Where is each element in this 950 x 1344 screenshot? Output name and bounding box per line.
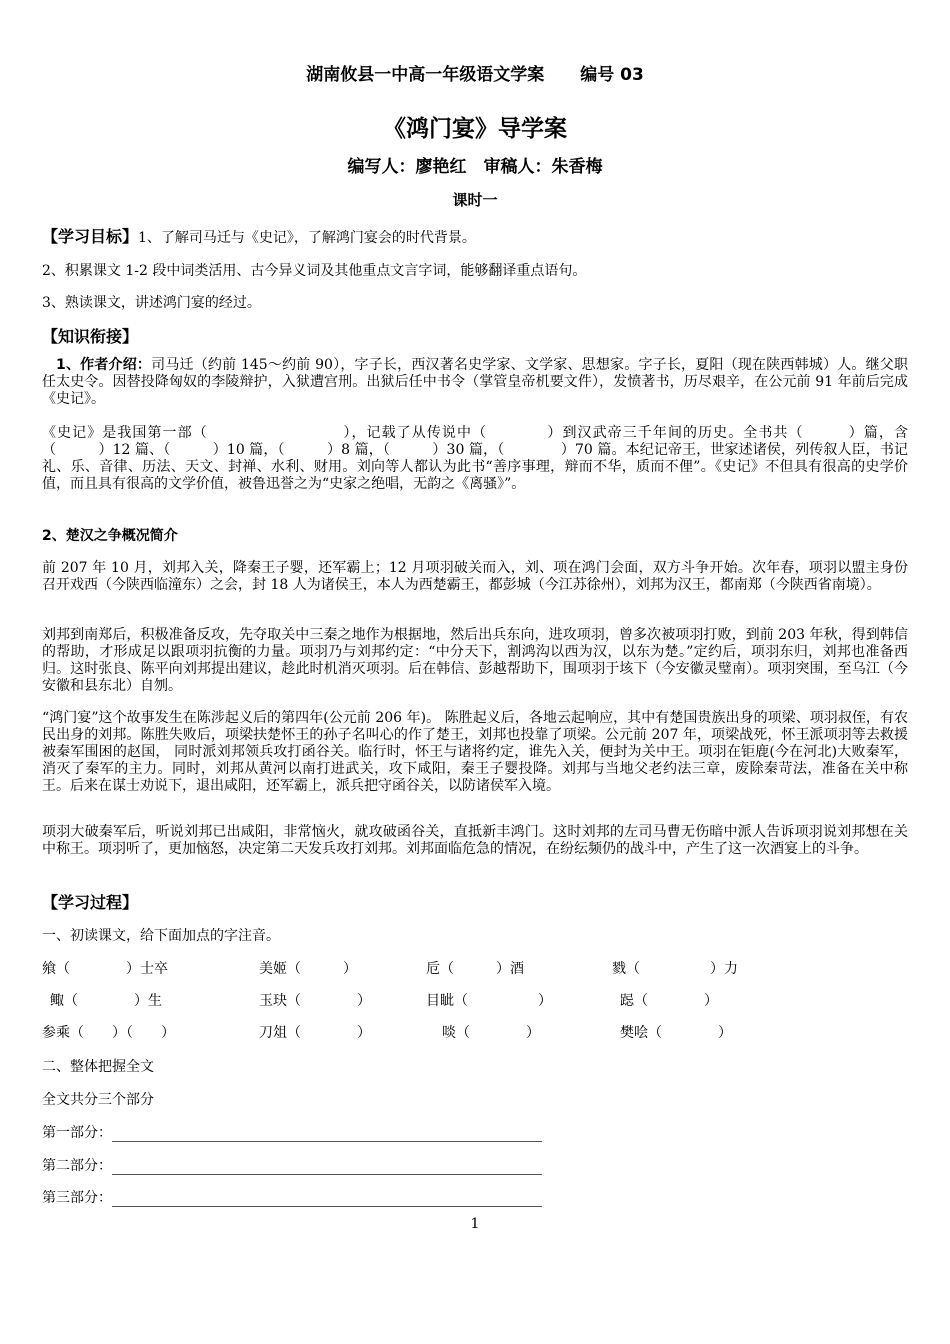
pinyin-item: 玉玦（ ） [259, 993, 371, 1009]
author-intro-text: 司马迁（约前 145～约前 90），字子长，西汉著名史学家、文学家、思想家。字子长，夏阳（现在陕西韩城）人。继父职任太史令。因替投降匈奴的李陵辩护，入狱遭宫刑。出狱后任中书令（掌管皇帝机要文件），发愤著书，历尽艰辛，在公元前 91 年前后完成《史记》。 [42, 357, 908, 407]
authors-line: 编写人：廖艳红 审稿人：朱香梅 [347, 157, 603, 177]
author-intro-label: 1、作者介绍： [56, 357, 152, 373]
pinyin-item: 啖（ ） [442, 1025, 540, 1041]
part-1-row [42, 1122, 542, 1142]
page-number: 1 [470, 1216, 480, 1232]
history-paragraph-2: 刘邦到南郑后，积极准备反攻，先夺取关中三秦之地作为根据地，然后出兵东向，进攻项羽，曾多次被项羽打败，到前 203 年秋，得到韩信的帮助，才形成足以跟项羽抗衡的力量。项羽乃与刘邦约定：“中分天下，割鸿沟以西为汉，以东为楚。”定约后，项羽东归，刘邦也准备西归。这时张良、陈平向刘邦提出建议，趁此时机消灭项羽。后在韩信、彭越帮助下，围项羽于垓下（今安徽灵璧南）。项羽突围，至乌江（今安徽和县东北）自刎。 [42, 627, 908, 694]
pinyin-item: 樊哙（ ） [620, 1025, 732, 1041]
pinyin-item: 目眦（ ） [426, 993, 552, 1009]
objective-1-text: 1、了解司马迁与《史记》，了解鸿门宴会的时代背景。 [138, 230, 476, 246]
history-heading: 2、楚汉之争概况简介 [42, 528, 178, 544]
shiji-paragraph: 《史记》是我国第一部（ ），记载了从传说中（ ）到汉武帝三千年间的历史。全书共（ ）篇，含（ ）12 篇、（ ）10 篇，（ ）8 篇，（ ）30 篇，（ ）70 篇。本纪记帝王，世家述诸侯，列传叙人臣，书记礼、乐、音律、历法、天文、封禅、水利、财用。刘向等人都认为此书“善序事理，辩而不华，质而不俚”。《史记》不但具有很高的史学价值，而且具有很高的文学价值，被鲁迅誉之为“史家之绝唱，无韵之《离骚》”。 [42, 425, 908, 492]
part-2-answer-line[interactable] [112, 1162, 542, 1175]
part-1-answer-line[interactable] [112, 1129, 542, 1142]
part-3-row [42, 1187, 542, 1207]
objective-3: 3、熟读课文，讲述鸿门宴的经过。 [42, 295, 261, 311]
author-intro [42, 357, 908, 408]
objectives-heading: 【学习目标】 [42, 227, 139, 246]
pinyin-item: 刀俎（ ） [259, 1025, 371, 1041]
step-2-instruction: 二、整体把握全文 [42, 1059, 154, 1075]
objective-1 [42, 224, 476, 247]
pinyin-item: 参乘（ ）（ ） [42, 1025, 175, 1041]
pinyin-item: 鲰（ ）生 [50, 993, 162, 1009]
knowledge-heading: 【知识衔接】 [42, 327, 139, 346]
pinyin-item: 飨（ ）士卒 [42, 961, 168, 977]
part-1-label: 第一部分： [42, 1125, 112, 1141]
page-title: 《鸿门宴》导学案 [383, 116, 567, 142]
pinyin-item: 卮（ ）酒 [426, 961, 524, 977]
part-3-answer-line[interactable] [112, 1194, 542, 1207]
process-heading: 【学习过程】 [42, 893, 139, 912]
history-paragraph-4: 项羽大破秦军后，听说刘邦已出咸阳，非常恼火，就攻破函谷关，直抵新丰鸿门。这时刘邦的左司马曹无伤暗中派人告诉项羽说刘邦想在关中称王。项羽听了，更加恼怒，决定第二天发兵攻打刘邦。刘邦面临危急的情况，在纷纭频仍的战斗中，产生了这一次酒宴上的斗争。 [42, 824, 908, 857]
parts-intro: 全文共分三个部分 [42, 1092, 154, 1108]
history-paragraph-1: 前 207 年 10 月，刘邦入关，降秦王子婴，还军霸上；12 月项羽破关而入，刘、项在鸿门会面，双方斗争开始。次年春，项羽以盟主身份召开戏西（今陕西临潼东）之会，封 18 人为诸侯王，本人为西楚霸王，都彭城（今江苏徐州），刘邦为汉王，都南郑（今陕西省南境）。 [42, 560, 908, 593]
part-3-label: 第三部分： [42, 1190, 112, 1206]
lesson-label: 课时一 [452, 191, 498, 209]
school-header [42, 60, 908, 85]
part-2-row [42, 1155, 542, 1175]
objective-2: 2、积累课文 1-2 段中词类活用、古今异义词及其他重点文言字词，能够翻译重点语句。 [42, 263, 587, 279]
pinyin-item: 美姬（ ） [259, 961, 357, 977]
doc-number: 编号 03 [580, 65, 644, 85]
part-2-label: 第二部分： [42, 1158, 112, 1174]
history-paragraph-3: “鸿门宴”这个故事发生在陈涉起义后的第四年(公元前 206 年)。 陈胜起义后，各地云起响应，其中有楚国贵族出身的项梁、项羽叔侄，有农民出身的刘邦。陈胜失败后，项梁扶楚怀王的孙子名叫心的作了楚王，刘邦也投靠了项梁。公元前 207 年，项梁战死，怀王派项羽等去救援被秦军围困的赵国， 同时派刘邦领兵攻打函谷关。临行时，怀王与诸将约定，谁先入关，便封为关中王。项羽在钜鹿(今在河北)大败秦军，消灭了秦军的主力。同时，刘邦从黄河以南打进武关，攻下咸阳，秦王子婴投降。刘邦与当地父老约法三章，废除秦苛法，准备在关中称王。后来在谋士劝说下，退出咸阳，还军霸上，派兵把守函谷关，以防诸侯军入境。 [42, 710, 908, 794]
pinyin-item: 跽（ ） [620, 993, 718, 1009]
school-name: 湖南攸县一中高一年级语文学案 [306, 65, 545, 85]
step-1-instruction: 一、初读课文，给下面加点的字注音。 [42, 928, 280, 944]
pinyin-item: 戮（ ）力 [612, 961, 738, 977]
